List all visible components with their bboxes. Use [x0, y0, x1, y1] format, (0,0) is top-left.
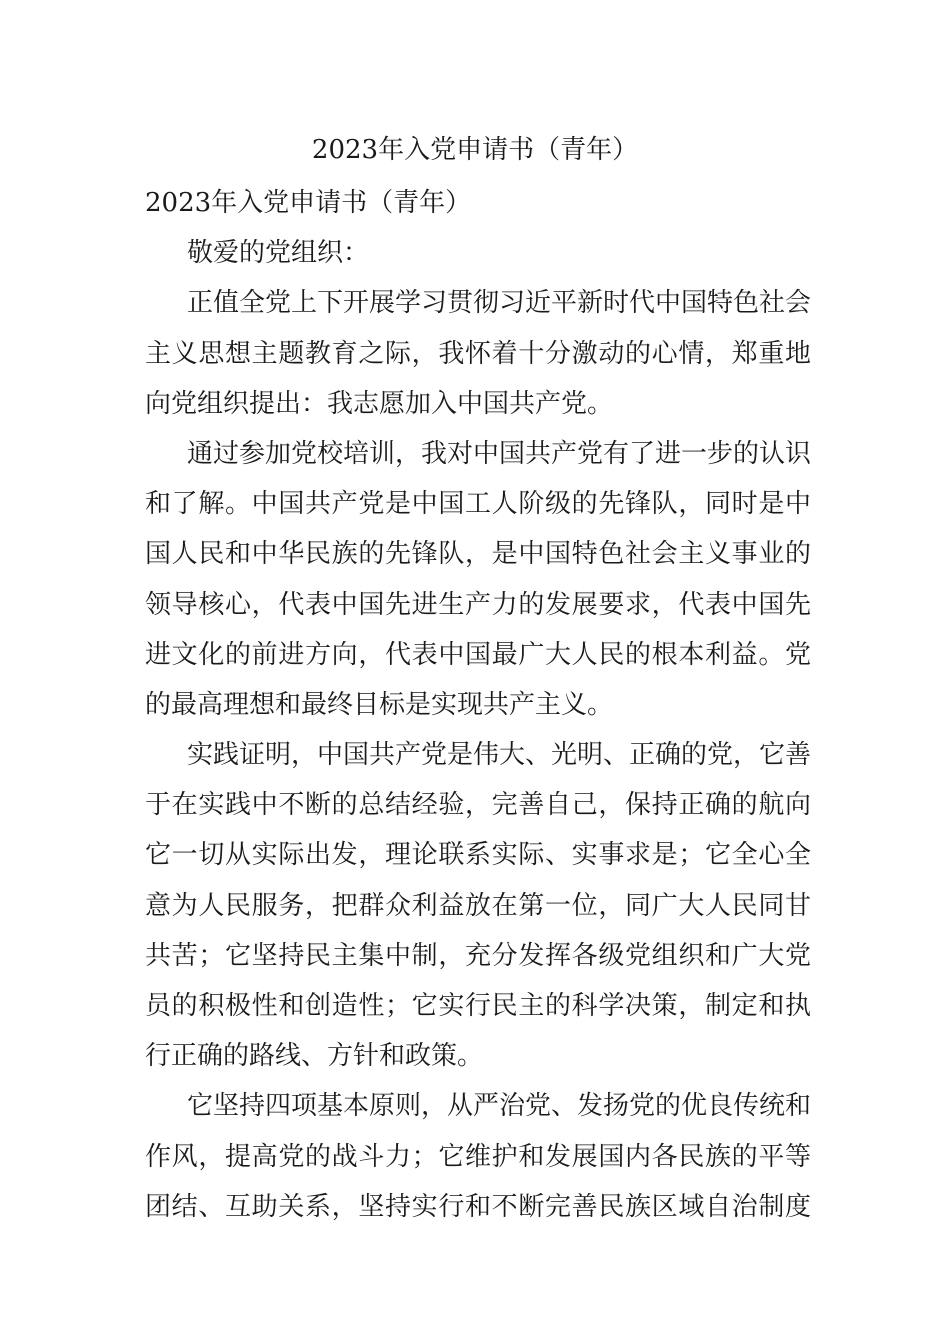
- paragraph-4-line-2: 作风，提高党的战斗力；它维护和发展国内各民族的平等: [145, 1141, 811, 1172]
- paragraph-2-line-3: 国人民和中华民族的先锋队，是中国特色社会主义事业的: [145, 539, 811, 570]
- document-body: [145, 178, 811, 1232]
- paragraph-3-line-5: 共苦；它坚持民主集中制，充分发挥各级党组织和广大党: [145, 940, 811, 971]
- paragraph-2-line-6: 的最高理想和最终目标是实现共产主义。: [145, 689, 614, 720]
- paragraph-3-line-2: 于在实践中不断的总结经验，完善自己，保持正确的航向: [145, 790, 811, 821]
- paragraph-3-line-3: 它一切从实际出发，理论联系实际、实事求是；它全心全: [145, 840, 811, 871]
- paragraph-3-line-7: 行正确的路线、方针和政策。: [145, 1041, 484, 1072]
- paragraph-3-line-4: 意为人民服务，把群众利益放在第一位，同广大人民同甘: [145, 890, 811, 921]
- paragraph-1-line-3: 向党组织提出：我志愿加入中国共产党。: [145, 388, 614, 419]
- salutation: 敬爱的党组织：: [187, 238, 370, 269]
- paragraph-2-line-2: 和了解。中国共产党是中国工人阶级的先锋队，同时是中: [145, 489, 811, 520]
- paragraph-4-line-3: 团结、互助关系，坚持实行和不断完善民族区域自治制度: [145, 1191, 811, 1222]
- document-title: 2023年入党申请书（青年）: [311, 135, 639, 165]
- paragraph-1-line-1: 正值全党上下开展学习贯彻习近平新时代中国特色社会: [187, 288, 812, 319]
- paragraph-2-line-5: 进文化的前进方向，代表中国最广大人民的根本利益。党: [145, 639, 811, 670]
- paragraph-2-line-1: 通过参加党校培训，我对中国共产党有了进一步的认识: [187, 438, 812, 469]
- paragraph-1-line-2: 主义思想主题教育之际，我怀着十分激动的心情，郑重地: [145, 338, 811, 369]
- paragraph-2-line-4: 领导核心，代表中国先进生产力的发展要求，代表中国先: [145, 589, 811, 620]
- paragraph-3-line-1: 实践证明，中国共产党是伟大、光明、正确的党，它善: [187, 740, 812, 771]
- paragraph-4-line-1: 它坚持四项基本原则，从严治党、发扬党的优良传统和: [187, 1091, 812, 1122]
- body-heading: 2023年入党申请书（青年）: [145, 188, 472, 218]
- paragraph-3-line-6: 员的积极性和创造性；它实行民主的科学决策，制定和执: [145, 991, 811, 1021]
